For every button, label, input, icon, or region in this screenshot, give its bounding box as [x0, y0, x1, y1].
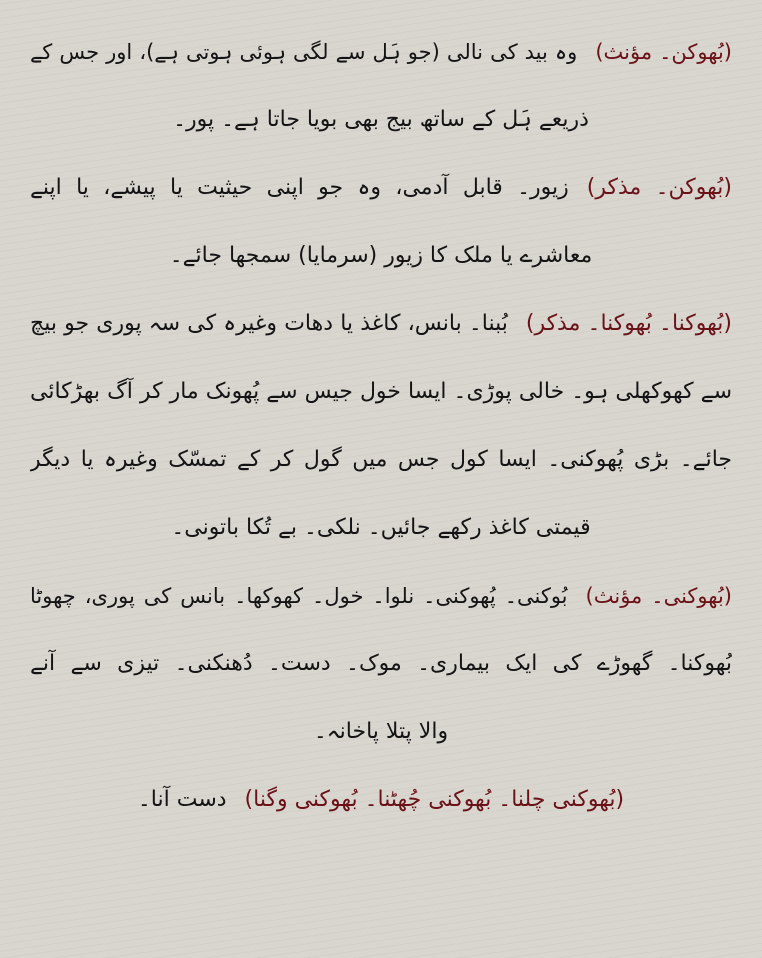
- definition-text: زیور۔ قابل آدمی، وہ جو اپنی حیثیت یا پیشے، یا اپنے: [30, 175, 569, 200]
- definition-text: جائے۔ بڑی پُھوکنی۔ ایسا کول جس میں گول کر کے تمسّک وغیرہ یا دیگر: [30, 447, 732, 472]
- definition-text: والا پتلا پاخانہ۔: [313, 719, 449, 744]
- entry-bhukan-masculine: [30, 154, 732, 290]
- headword: (بُھوکنی۔ مؤنث): [585, 584, 732, 608]
- entry-bhukna-masculine: [30, 290, 732, 562]
- definition-text: بُھوکنا۔ گھوڑے کی ایک بیماری۔ موک۔ دست۔ دُھنکنی۔ تیزی سے آنے: [30, 651, 732, 676]
- headword: (بُھوکنی چلنا۔ بُھوکنی چُھٹنا۔ بُھوکنی وگنا): [244, 787, 625, 812]
- text-line: [30, 154, 732, 222]
- text-line: [30, 290, 732, 358]
- entry-bhukan-feminine: [30, 18, 732, 154]
- definition-text: دست آنا۔: [137, 787, 227, 812]
- definition-text: بُبنا۔ بانس، کاغذ یا دھات وغیرہ کی سہ پوری جو بیچ: [30, 311, 508, 336]
- entry-bhukni-feminine: [30, 562, 732, 766]
- text-line: [30, 630, 732, 698]
- entry-bhukni-chalna: [30, 766, 732, 834]
- text-line: [30, 426, 732, 494]
- headword: (بُھوکنا۔ بُھوکنا۔ مذکر): [525, 311, 732, 336]
- text-line: [30, 562, 732, 630]
- text-line: [30, 358, 732, 426]
- headword: (بُھوکن۔ مذکر): [586, 175, 732, 200]
- definition-text: ذریعے ہَل کے ساتھ بیج بھی بویا جاتا ہے۔ پور۔: [173, 107, 589, 132]
- definition-text: قیمتی کاغذ رکھے جائیں۔ نلکی۔ بے تُکا باتونی۔: [171, 515, 591, 540]
- definition-text: بُوکنی۔ پُھوکنی۔ نلوا۔ خول۔ کھوکھا۔ بانس کی پوری، چھوٹا: [30, 584, 568, 608]
- text-line: [30, 86, 732, 154]
- headword: (بُھوکن۔ مؤنث): [595, 40, 732, 64]
- text-line: [30, 222, 732, 290]
- definition-text: وہ بید کی نالی (جو ہَل سے لگی ہوئی ہوتی ہے)، اور جس کے: [30, 40, 578, 64]
- definition-text: سے کھوکھلی ہو۔ خالی پوڑی۔ ایسا خول جیس سے پُھونک مار کر آگ بھڑکائی: [30, 379, 732, 404]
- text-line: [30, 494, 732, 562]
- text-line: [30, 18, 732, 86]
- text-line: [30, 766, 732, 834]
- text-line: [30, 698, 732, 766]
- definition-text: معاشرے یا ملک کا زیور (سرمایا) سمجھا جائے۔: [169, 243, 593, 268]
